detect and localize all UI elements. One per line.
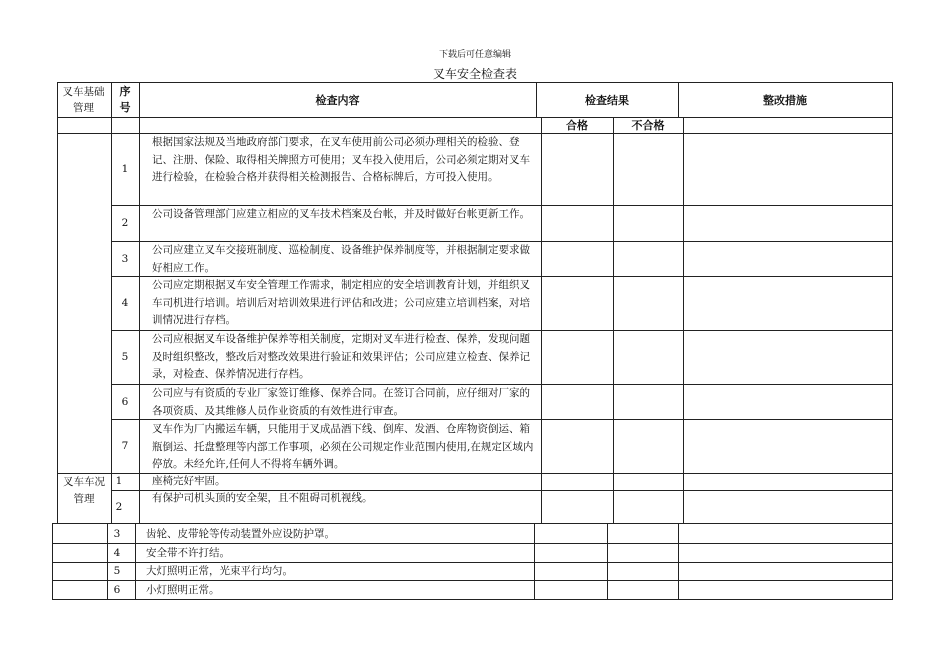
row-seq: 6 xyxy=(113,584,121,596)
grid-line xyxy=(52,523,893,524)
row-content: 公司应建立叉车交接班制度、巡检制度、设备维护保养制度等，并根据制定要求做好相应工作。 xyxy=(152,244,530,274)
grid-line xyxy=(52,562,893,563)
row-seq: 1 xyxy=(115,475,123,487)
grid-line xyxy=(52,599,893,600)
grid-line xyxy=(111,205,893,206)
grid-line xyxy=(139,82,140,524)
row-content: 公司设备管理部门应建立相应的叉车技术档案及台帐，并及时做好台帐更新工作。 xyxy=(152,208,530,220)
grid-line xyxy=(57,117,893,118)
row-content: 根据国家法规及当地政府部门要求，在叉车使用前公司必须办理相关的检验、登记、注册、保险、取得相关牌照方可使用；叉车投入使用后，公司必须定期对叉车进行检验，在检验合格并获得相关检测报告、合格标牌后，方可投入使用。 xyxy=(152,136,530,184)
header-category: 叉车基础管理 xyxy=(62,86,105,114)
row-content: 公司应根据叉车设备维护保养等相关制度，定期对叉车进行检查、保养，发现问题及时组织整改，整改后对整改效果进行验证和效果评估；公司应建立检查、保养记录，对检查、保养情况进行存档。 xyxy=(152,333,530,381)
grid-line xyxy=(111,419,893,420)
row-seq: 4 xyxy=(121,297,129,309)
row-seq: 2 xyxy=(121,217,129,229)
grid-line xyxy=(683,117,684,524)
grid-line xyxy=(52,543,893,544)
grid-line xyxy=(111,490,893,491)
grid-line xyxy=(107,523,108,600)
header-note: 下载后可任意编辑 xyxy=(438,50,511,60)
row-content: 公司应定期根据叉车安全管理工作需求，制定相应的安全培训教育计划，并组织叉车司机进行培训。培训后对培训效果进行评估和改进；公司应建立培训档案，对培训情况进行存档。 xyxy=(152,279,530,327)
grid-line xyxy=(536,82,537,118)
grid-line xyxy=(57,82,58,524)
grid-line xyxy=(52,580,893,581)
row-seq: 4 xyxy=(113,547,121,559)
grid-line xyxy=(892,523,893,600)
grid-line xyxy=(111,473,893,474)
grid-line xyxy=(613,117,614,524)
grid-line xyxy=(892,82,893,524)
row-seq: 1 xyxy=(121,163,129,175)
grid-line xyxy=(52,523,53,600)
row-seq: 2 xyxy=(115,501,123,513)
header-content: 检查内容 xyxy=(315,93,360,107)
grid-line xyxy=(57,82,893,83)
document-title: 叉车安全检查表 xyxy=(432,67,517,81)
row-content: 大灯照明正常，光束平行均匀。 xyxy=(146,565,293,577)
grid-line xyxy=(111,276,893,277)
header-seq: 序号 xyxy=(119,85,131,114)
header-measures: 整改措施 xyxy=(763,93,807,107)
grid-line xyxy=(135,523,136,600)
header-pass: 合格 xyxy=(566,118,588,132)
grid-line xyxy=(678,523,679,600)
header-fail: 不合格 xyxy=(631,118,665,132)
grid-line xyxy=(111,330,893,331)
grid-line xyxy=(111,82,112,524)
grid-line xyxy=(111,241,893,242)
row-content: 有保护司机头顶的安全架，且不阻碍司机视线。 xyxy=(152,492,373,504)
row-seq: 6 xyxy=(121,396,129,408)
row-content: 安全带不许打结。 xyxy=(146,547,230,559)
grid-line xyxy=(607,523,608,600)
row-seq: 5 xyxy=(121,351,129,363)
row-seq: 3 xyxy=(113,528,121,540)
grid-line xyxy=(111,384,893,385)
section-category: 叉车车况管理 xyxy=(63,476,105,505)
grid-line xyxy=(57,133,893,134)
header-result: 检查结果 xyxy=(585,93,629,107)
row-content: 座椅完好牢固。 xyxy=(152,475,226,487)
grid-line xyxy=(678,82,679,118)
row-seq: 7 xyxy=(121,440,129,452)
row-content: 小灯照明正常。 xyxy=(146,584,220,596)
grid-line xyxy=(534,523,535,600)
row-seq: 3 xyxy=(121,253,129,265)
row-content: 公司应与有资质的专业厂家签订维修、保养合同。在签订合同前，应仔细对厂家的各项资质、及其维修人员作业资质的有效性进行审查。 xyxy=(152,387,530,417)
grid-line xyxy=(541,117,542,524)
grid-line xyxy=(57,473,112,474)
row-content: 齿轮、皮带轮等传动装置外应设防护罩。 xyxy=(146,528,335,540)
row-content: 叉车作为厂内搬运车辆，只能用于叉成品酒下线、倒库、发酒、仓库物资倒运、箱瓶倒运、托盘整理等内部工作事项，必须在公司规定作业范围内使用,在规定区域内停放。未经允许,任何人不得将车辆外调。 xyxy=(152,423,534,471)
row-seq: 5 xyxy=(113,565,121,577)
